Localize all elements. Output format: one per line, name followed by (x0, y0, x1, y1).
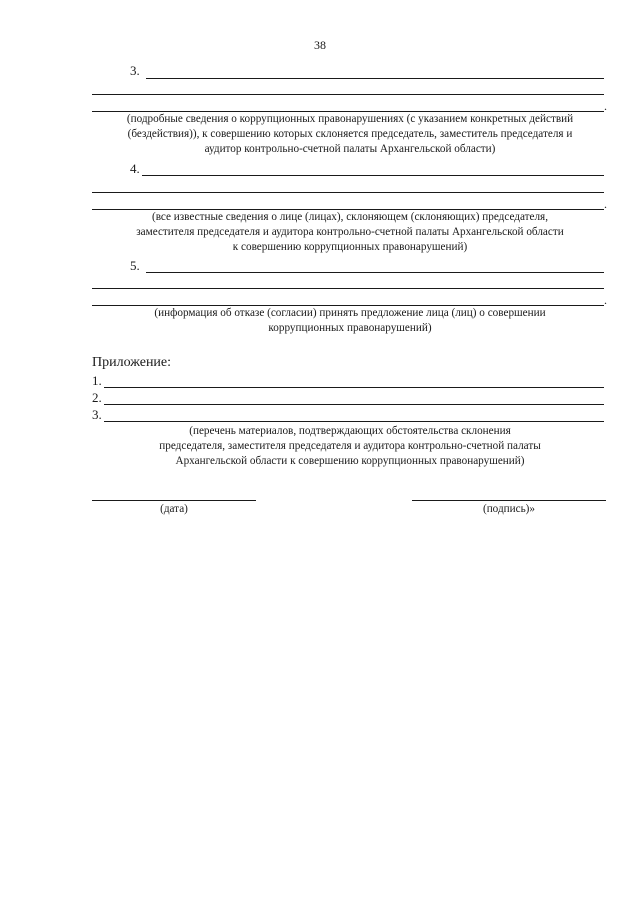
caption-line: (информация об отказе (согласии) принять предложение лица (лиц) о совершении (154, 307, 546, 319)
caption-line: (перечень материалов, подтверждающих обстоятельства склонения (189, 425, 511, 437)
item-number: 4. (130, 161, 140, 176)
line-end-mark: . (604, 293, 607, 307)
page-number: 38 (314, 38, 326, 52)
caption-line: к совершению коррупционных правонарушений) (232, 241, 468, 253)
date-label: (дата) (160, 503, 188, 515)
caption-line: заместителя председателя и аудитора контрольно-счетной палаты Архангельской области (136, 226, 564, 238)
fill-line (104, 387, 604, 388)
fill-line (92, 192, 604, 193)
field-caption (92, 112, 608, 157)
fill-line (104, 421, 604, 422)
caption-line: (все известные сведения о лице (лицах), склоняющем (склоняющих) председателя, (151, 211, 549, 223)
line-end-mark: . (604, 197, 607, 211)
appendix-caption (92, 424, 608, 469)
fill-line (146, 272, 604, 273)
signature-label: (подпись)» (482, 503, 536, 515)
caption-line: Архангельской области к совершению коррупционных правонарушений) (175, 455, 525, 467)
caption-line: (бездействия)), к совершению которых склоняется председатель, заместитель председателя и (127, 128, 573, 140)
caption-line: коррупционных правонарушений) (268, 322, 432, 334)
appendix-item-number: 2. (92, 390, 102, 405)
signature-line (412, 500, 606, 501)
date-line (92, 500, 256, 501)
item-number: 3. (130, 63, 140, 78)
appendix-item-number: 3. (92, 407, 102, 422)
field-caption (92, 306, 608, 336)
fill-line (146, 78, 604, 79)
fill-line (92, 288, 604, 289)
fill-line (142, 175, 604, 176)
fill-line (104, 404, 604, 405)
caption-line: председателя, заместителя председателя и аудитора контрольно-счетной палаты (159, 440, 541, 452)
fill-line (92, 94, 604, 95)
appendix-title: Приложение: (92, 355, 172, 370)
caption-line: аудитор контрольно-счетной палаты Архангельской области) (204, 143, 496, 155)
caption-line: (подробные сведения о коррупционных правонарушениях (с указанием конкретных действий (126, 113, 574, 125)
item-number: 5. (130, 258, 140, 273)
appendix-item-number: 1. (92, 373, 102, 388)
line-end-mark: . (604, 99, 607, 113)
field-caption (92, 210, 608, 255)
